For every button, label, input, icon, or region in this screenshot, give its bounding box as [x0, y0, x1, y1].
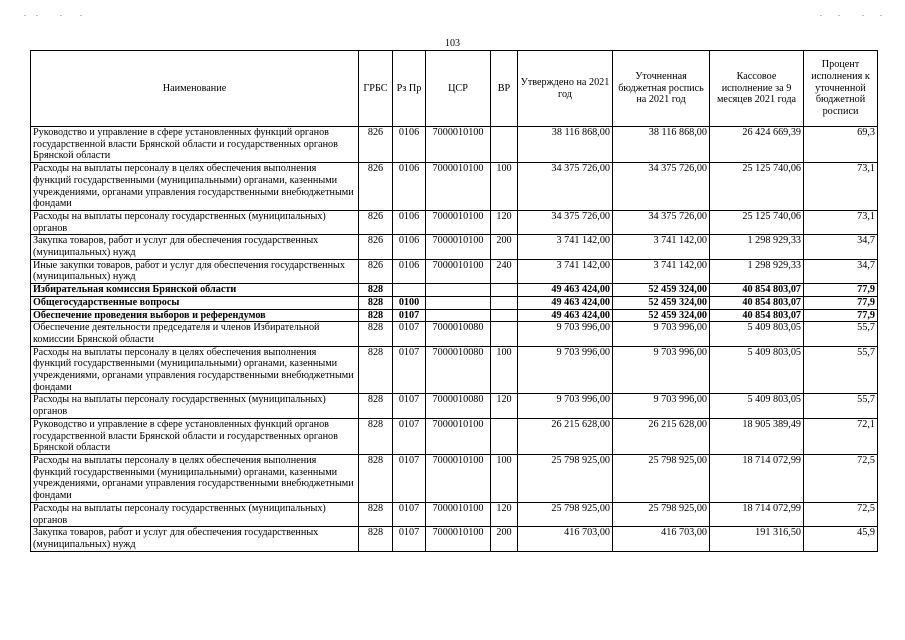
cell-csr: 7000010100 [426, 502, 491, 526]
cell-approved: 34 375 726,00 [518, 210, 613, 234]
table-header-row [31, 51, 878, 127]
cell-csr [426, 284, 491, 297]
table-row [31, 418, 878, 454]
cell-grbs: 826 [359, 127, 393, 163]
cell-rzpr: 0107 [393, 346, 426, 394]
cell-refined: 25 798 925,00 [613, 502, 710, 526]
cell-vr: 100 [491, 346, 518, 394]
cell-grbs: 826 [359, 235, 393, 259]
cell-cash: 1 298 929,33 [710, 259, 804, 283]
cell-vr [491, 284, 518, 297]
cell-csr: 7000010100 [426, 235, 491, 259]
cell-rzpr: 0106 [393, 127, 426, 163]
budget-execution-table [30, 50, 878, 552]
cell-name: Руководство и управление в сфере установленных функций органов государственной власти Брянской области и государственных органов Брянской области [31, 418, 359, 454]
cell-approved: 3 741 142,00 [518, 235, 613, 259]
cell-rzpr: 0106 [393, 235, 426, 259]
cell-grbs: 828 [359, 309, 393, 322]
cell-approved: 49 463 424,00 [518, 296, 613, 309]
page-number: 103 [445, 38, 460, 49]
cell-approved: 49 463 424,00 [518, 309, 613, 322]
cell-rzpr: 0106 [393, 163, 426, 211]
cell-grbs: 828 [359, 454, 393, 502]
cell-rzpr: 0107 [393, 454, 426, 502]
cell-name: Расходы на выплаты персоналу государственных (муниципальных) органов [31, 210, 359, 234]
header-grbs: ГРБС [359, 51, 393, 127]
cell-refined: 38 116 868,00 [613, 127, 710, 163]
header-cash: Кассовое исполнение за 9 месяцев 2021 года [710, 51, 804, 127]
cell-csr: 7000010080 [426, 322, 491, 346]
cell-name: Обеспечение деятельности председателя и членов Избирательной комиссии Брянской области [31, 322, 359, 346]
cell-approved: 9 703 996,00 [518, 346, 613, 394]
cell-name: Закупка товаров, работ и услуг для обеспечения государственных (муниципальных) нужд [31, 527, 359, 551]
cell-csr: 7000010100 [426, 527, 491, 551]
table-row [31, 163, 878, 211]
header-vr: ВР [491, 51, 518, 127]
cell-name: Расходы на выплаты персоналу государственных (муниципальных) органов [31, 394, 359, 418]
cell-refined: 25 798 925,00 [613, 454, 710, 502]
cell-name: Общегосударственные вопросы [31, 296, 359, 309]
cell-grbs: 826 [359, 210, 393, 234]
cell-name: Расходы на выплаты персоналу в целях обеспечения выполнения функций государственными (муниципальными) органами, казенными учреждениями, органами управления государственными внебюджетными фондами [31, 454, 359, 502]
cell-percent: 77,9 [804, 296, 878, 309]
cell-cash: 5 409 803,05 [710, 346, 804, 394]
cell-csr: 7000010080 [426, 346, 491, 394]
cell-percent: 72,1 [804, 418, 878, 454]
cell-rzpr: 0107 [393, 322, 426, 346]
cell-percent: 73,1 [804, 163, 878, 211]
cell-vr: 200 [491, 235, 518, 259]
table-row [31, 127, 878, 163]
header-refined: Уточненная бюджетная роспись на 2021 год [613, 51, 710, 127]
cell-percent: 77,9 [804, 309, 878, 322]
cell-cash: 18 905 389,49 [710, 418, 804, 454]
table-row [31, 296, 878, 309]
cell-percent: 69,3 [804, 127, 878, 163]
cell-rzpr: 0100 [393, 296, 426, 309]
cell-refined: 9 703 996,00 [613, 346, 710, 394]
table-row [31, 502, 878, 526]
cell-refined: 9 703 996,00 [613, 322, 710, 346]
cell-csr [426, 309, 491, 322]
table-row [31, 527, 878, 551]
table-row [31, 346, 878, 394]
cell-rzpr: 0106 [393, 210, 426, 234]
cell-name: Закупка товаров, работ и услуг для обеспечения государственных (муниципальных) нужд [31, 235, 359, 259]
cell-grbs: 828 [359, 527, 393, 551]
table-row [31, 284, 878, 297]
cell-rzpr: 0106 [393, 259, 426, 283]
cell-vr [491, 418, 518, 454]
cell-refined: 3 741 142,00 [613, 259, 710, 283]
cell-csr: 7000010100 [426, 163, 491, 211]
cell-percent: 72,5 [804, 502, 878, 526]
cell-cash: 18 714 072,99 [710, 502, 804, 526]
cell-approved: 25 798 925,00 [518, 502, 613, 526]
cell-cash: 18 714 072,99 [710, 454, 804, 502]
cell-grbs: 828 [359, 502, 393, 526]
cell-cash: 1 298 929,33 [710, 235, 804, 259]
cell-vr [491, 127, 518, 163]
header-rzpr: Рз Пр [393, 51, 426, 127]
cell-rzpr: 0107 [393, 418, 426, 454]
cell-approved: 25 798 925,00 [518, 454, 613, 502]
table-body [31, 127, 878, 552]
cell-vr [491, 296, 518, 309]
cell-csr: 7000010100 [426, 210, 491, 234]
cell-grbs: 826 [359, 163, 393, 211]
cell-rzpr: 0107 [393, 502, 426, 526]
cell-cash: 191 316,50 [710, 527, 804, 551]
header-approved: Утверждено на 2021 год [518, 51, 613, 127]
cell-csr [426, 296, 491, 309]
cell-vr: 120 [491, 210, 518, 234]
table-row [31, 322, 878, 346]
cell-grbs: 828 [359, 296, 393, 309]
cell-vr: 120 [491, 502, 518, 526]
cell-name: Расходы на выплаты персоналу в целях обеспечения выполнения функций государственными (муниципальными) органами, казенными учреждениями, органами управления государственными внебюджетными фондами [31, 163, 359, 211]
cell-name: Расходы на выплаты персоналу государственных (муниципальных) органов [31, 502, 359, 526]
cell-cash: 26 424 669,39 [710, 127, 804, 163]
cell-refined: 416 703,00 [613, 527, 710, 551]
table-row [31, 259, 878, 283]
cell-percent: 55,7 [804, 346, 878, 394]
cell-rzpr [393, 284, 426, 297]
cell-name: Обеспечение проведения выборов и референдумов [31, 309, 359, 322]
cell-name: Руководство и управление в сфере установленных функций органов государственной власти Брянской области и государственных органов Брянской области [31, 127, 359, 163]
cell-cash: 25 125 740,06 [710, 163, 804, 211]
cell-rzpr: 0107 [393, 394, 426, 418]
scan-artifact-dots [0, 14, 905, 18]
cell-grbs: 828 [359, 394, 393, 418]
cell-csr: 7000010080 [426, 394, 491, 418]
cell-name: Избирательная комиссия Брянской области [31, 284, 359, 297]
cell-refined: 52 459 324,00 [613, 309, 710, 322]
cell-csr: 7000010100 [426, 454, 491, 502]
cell-name: Расходы на выплаты персоналу в целях обеспечения выполнения функций государственными (муниципальными) органами, казенными учреждениями, органами управления государственными внебюджетными фондами [31, 346, 359, 394]
cell-name: Иные закупки товаров, работ и услуг для обеспечения государственных (муниципальных) нужд [31, 259, 359, 283]
cell-percent: 34,7 [804, 259, 878, 283]
cell-refined: 34 375 726,00 [613, 163, 710, 211]
cell-percent: 34,7 [804, 235, 878, 259]
cell-approved: 9 703 996,00 [518, 322, 613, 346]
cell-refined: 34 375 726,00 [613, 210, 710, 234]
cell-vr: 120 [491, 394, 518, 418]
cell-cash: 25 125 740,06 [710, 210, 804, 234]
cell-cash: 5 409 803,05 [710, 394, 804, 418]
cell-cash: 40 854 803,07 [710, 309, 804, 322]
cell-vr [491, 322, 518, 346]
cell-csr: 7000010100 [426, 418, 491, 454]
cell-percent: 55,7 [804, 322, 878, 346]
cell-cash: 5 409 803,05 [710, 322, 804, 346]
cell-cash: 40 854 803,07 [710, 296, 804, 309]
cell-percent: 45,9 [804, 527, 878, 551]
cell-rzpr: 0107 [393, 527, 426, 551]
cell-grbs: 828 [359, 346, 393, 394]
cell-approved: 38 116 868,00 [518, 127, 613, 163]
cell-percent: 73,1 [804, 210, 878, 234]
header-csr: ЦСР [426, 51, 491, 127]
cell-vr: 240 [491, 259, 518, 283]
cell-vr: 100 [491, 163, 518, 211]
cell-refined: 9 703 996,00 [613, 394, 710, 418]
table-row [31, 394, 878, 418]
cell-refined: 52 459 324,00 [613, 296, 710, 309]
cell-csr: 7000010100 [426, 127, 491, 163]
cell-grbs: 828 [359, 322, 393, 346]
cell-vr: 200 [491, 527, 518, 551]
cell-approved: 49 463 424,00 [518, 284, 613, 297]
header-name: Наименование [31, 51, 359, 127]
cell-csr: 7000010100 [426, 259, 491, 283]
cell-percent: 72,5 [804, 454, 878, 502]
table-row [31, 454, 878, 502]
cell-refined: 52 459 324,00 [613, 284, 710, 297]
table-row [31, 210, 878, 234]
cell-approved: 3 741 142,00 [518, 259, 613, 283]
table-row [31, 235, 878, 259]
table-row [31, 309, 878, 322]
cell-approved: 416 703,00 [518, 527, 613, 551]
cell-approved: 26 215 628,00 [518, 418, 613, 454]
cell-grbs: 828 [359, 418, 393, 454]
cell-approved: 34 375 726,00 [518, 163, 613, 211]
cell-cash: 40 854 803,07 [710, 284, 804, 297]
cell-rzpr: 0107 [393, 309, 426, 322]
cell-percent: 55,7 [804, 394, 878, 418]
header-percent: Процент исполнения к уточненной бюджетной росписи [804, 51, 878, 127]
cell-vr: 100 [491, 454, 518, 502]
cell-approved: 9 703 996,00 [518, 394, 613, 418]
cell-vr [491, 309, 518, 322]
cell-refined: 3 741 142,00 [613, 235, 710, 259]
cell-refined: 26 215 628,00 [613, 418, 710, 454]
cell-grbs: 826 [359, 259, 393, 283]
cell-grbs: 828 [359, 284, 393, 297]
cell-percent: 77,9 [804, 284, 878, 297]
